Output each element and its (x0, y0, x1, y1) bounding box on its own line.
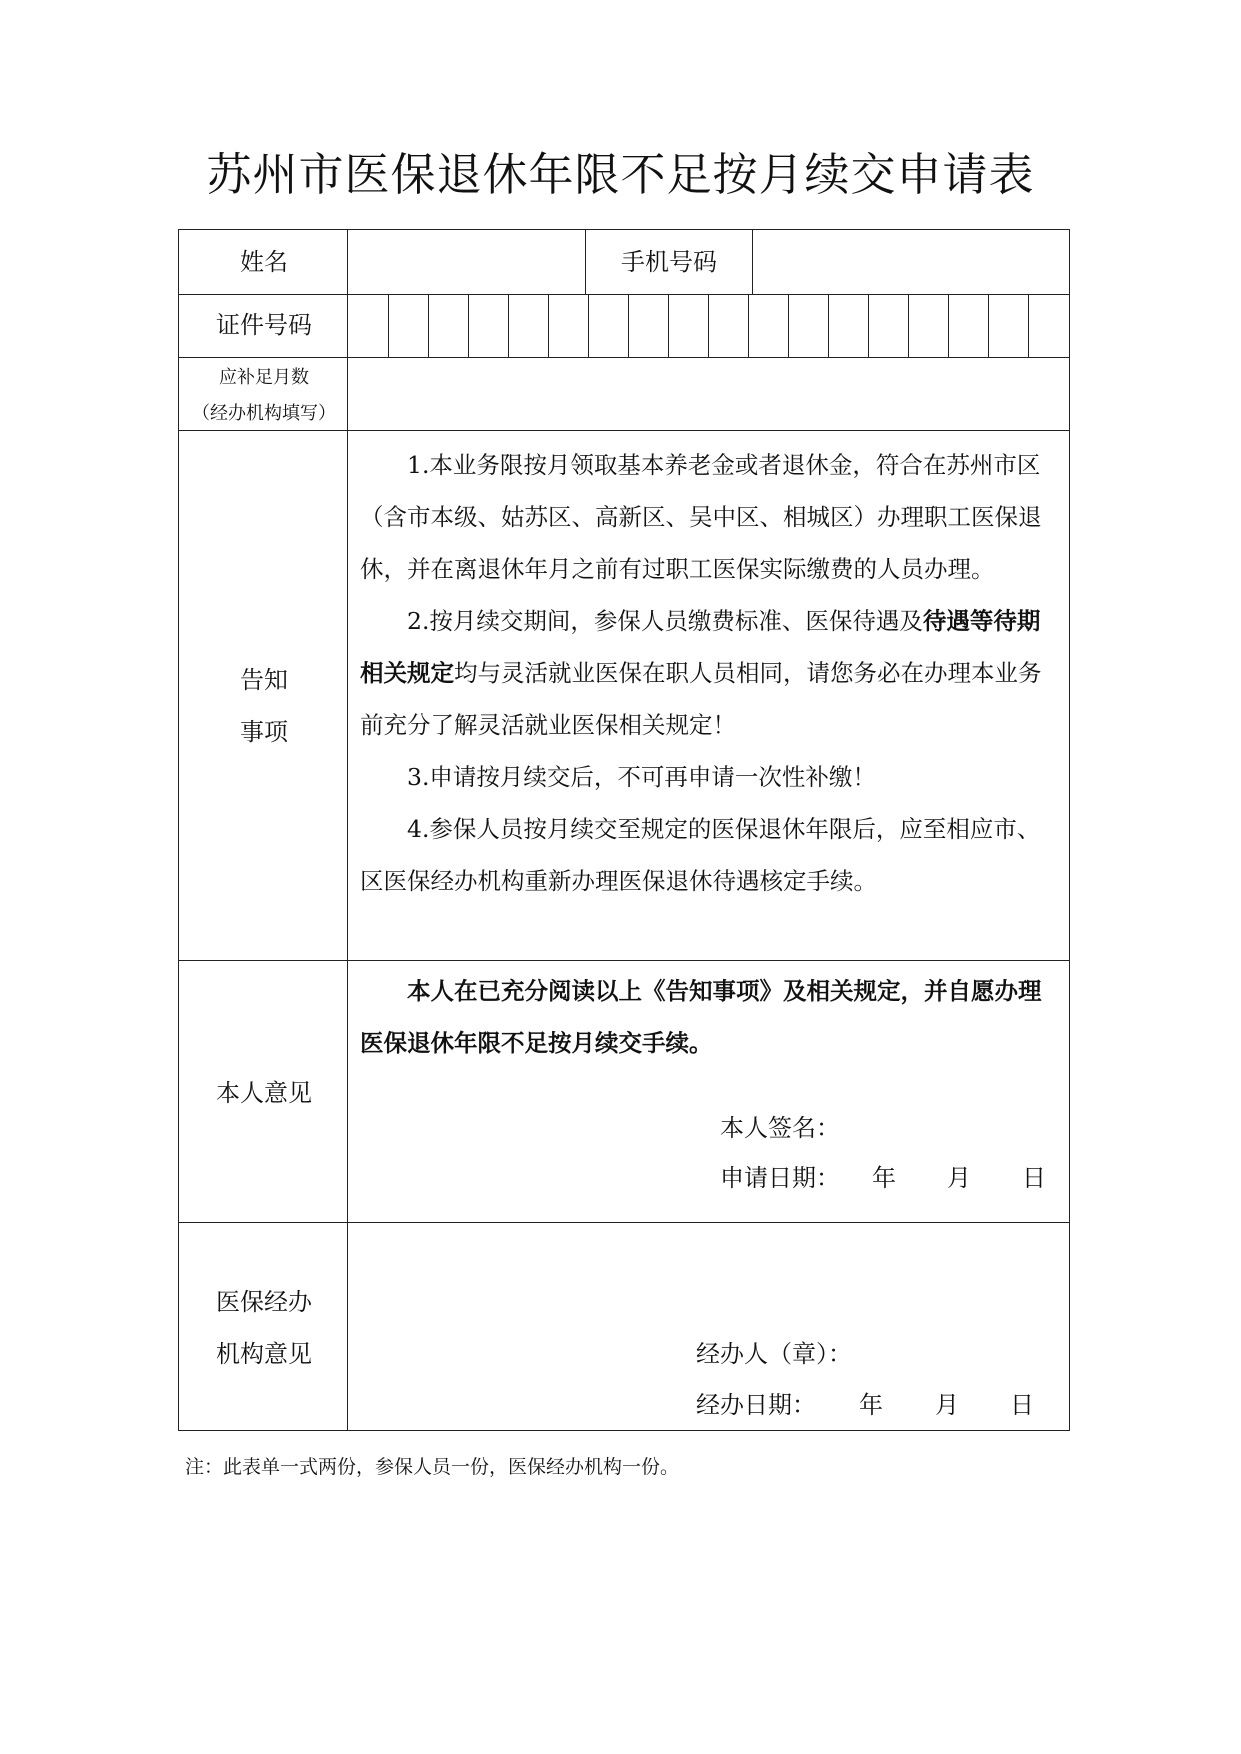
agency-day: 日 (1010, 1391, 1034, 1419)
agency-handler-label: 经办人（章）： (696, 1340, 852, 1368)
agency-month: 月 (935, 1391, 959, 1419)
applicant-opinion-label: 本人意见 (216, 1079, 312, 1107)
agency-opinion-label-2: 机构意见 (216, 1340, 312, 1368)
name-input[interactable] (349, 230, 584, 293)
agency-date-label: 经办日期： (696, 1391, 816, 1419)
id-box-divider (588, 295, 589, 357)
agency-year: 年 (859, 1391, 883, 1419)
id-box-divider (908, 295, 909, 357)
id-box-divider (828, 295, 829, 357)
notice-label: 告知 (240, 666, 288, 694)
id-box-divider (628, 295, 629, 357)
application-day: 日 (1022, 1164, 1046, 1192)
id-number-input[interactable] (349, 295, 1069, 357)
applicant-signature-field[interactable] (847, 1106, 1057, 1150)
row-divider (179, 960, 1069, 961)
id-box-divider (788, 295, 789, 357)
id-box-divider (548, 295, 549, 357)
notice-content (360, 439, 1060, 907)
id-box-divider (748, 295, 749, 357)
id-box-divider (508, 295, 509, 357)
id-box-divider (868, 295, 869, 357)
notice-item-1: 1.本业务限按月领取基本养老金或者退休金，符合在苏州市区（含市本级、姑苏区、高新区、吴中区、相城区）办理职工医保退休，并在离退休年月之前有过职工医保实际缴费的人员办理。 (360, 451, 1042, 583)
id-box-divider (668, 295, 669, 357)
notice-item-4: 4.参保人员按月续交至规定的医保退休年限后，应至相应市、区医保经办机构重新办理医保退休待遇核定手续。 (360, 815, 1041, 895)
row-divider (179, 1222, 1069, 1223)
applicant-signature-label: 本人签名： (720, 1114, 840, 1142)
id-number-label: 证件号码 (216, 311, 312, 339)
phone-value-divider (752, 230, 753, 294)
application-form-table (178, 229, 1070, 1431)
months-input[interactable] (349, 358, 1069, 430)
phone-input[interactable] (754, 230, 1069, 293)
notice-item-2: 2.按月续交期间，参保人员缴费标准、医保待遇及待遇等待期相关规定均与灵活就业医保在职人员相同，请您务必在办理本业务前充分了解灵活就业医保相关规定！ (360, 607, 1042, 739)
id-box-divider (428, 295, 429, 357)
id-box-divider (388, 295, 389, 357)
application-month: 月 (947, 1164, 971, 1192)
notice-item-3: 3.申请按月续交后，不可再申请一次性补缴！ (407, 763, 876, 791)
months-label-note: （经办机构填写） (192, 403, 336, 424)
phone-label: 手机号码 (621, 248, 717, 276)
id-box-divider (1028, 295, 1029, 357)
footnote: 注：此表单一式两份，参保人员一份，医保经办机构一份。 (185, 1456, 680, 1478)
form-title: 苏州市医保退休年限不足按月续交申请表 (206, 148, 1035, 201)
id-box-divider (988, 295, 989, 357)
application-date-label: 申请日期： (720, 1164, 840, 1192)
agency-opinion-label: 医保经办 (216, 1288, 312, 1316)
name-label: 姓名 (240, 248, 288, 276)
application-year: 年 (872, 1164, 896, 1192)
id-box-divider (948, 295, 949, 357)
id-box-divider (708, 295, 709, 357)
applicant-statement: 本人在已充分阅读以上《告知事项》及相关规定，并自愿办理医保退休年限不足按月续交手续。 (360, 977, 1042, 1057)
id-box-divider (468, 295, 469, 357)
months-label: 应补足月数 (219, 367, 309, 388)
notice-item-2-bold: 待遇等待期相关规定 (360, 607, 1041, 687)
notice-label-2: 事项 (240, 718, 288, 746)
